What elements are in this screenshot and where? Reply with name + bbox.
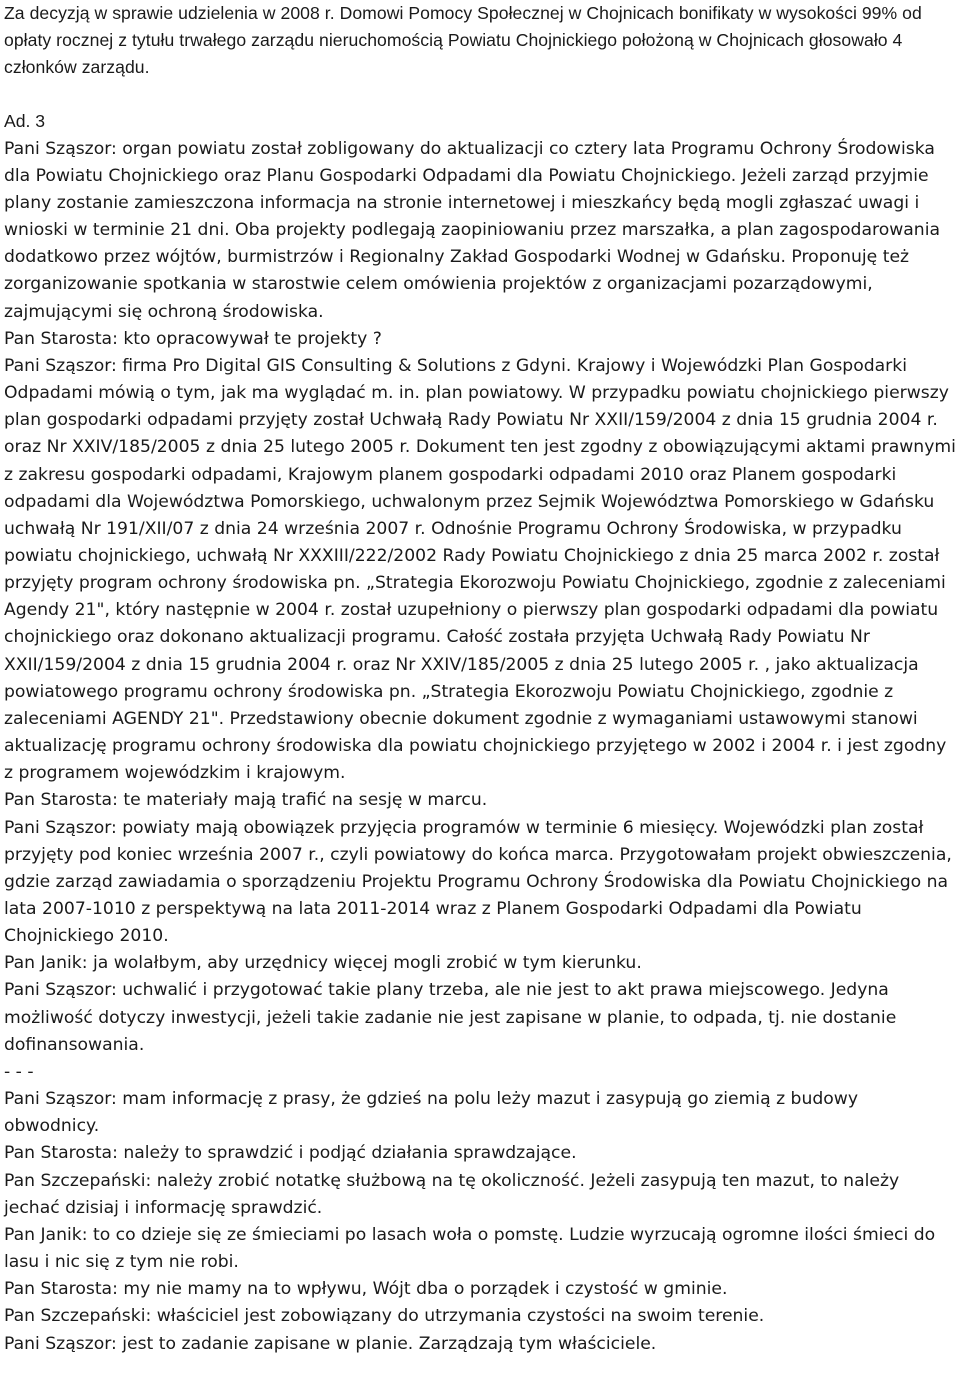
paragraph: Pani Sząszor: jest to zadanie zapisane w planie. Zarządzają tym właściciele. <box>4 1333 657 1354</box>
paragraph: Pan Janik: ja wolałbym, aby urzędnicy więcej mogli zrobić w tym kierunku. <box>4 953 642 974</box>
spacer <box>4 81 956 108</box>
paragraph: Pan Starosta: należy to sprawdzić i podjąć działania sprawdzające. <box>4 1143 577 1164</box>
section-heading-ad3: Ad. 3 <box>4 111 46 132</box>
paragraph: Pan Starosta: kto opracowywał te projekty ? <box>4 328 382 349</box>
paragraph: Pani Sząszor: uchwalić i przygotować takie plany trzeba, ale nie jest to akt prawa miejscowego. Jedyna możliwość dotyczy inwestycji, jeżeli takie zadanie nie jest zapisane w planie, to odpada, tj. nie dostanie dofinansowania. <box>4 980 897 1055</box>
paragraph: Pani Sząszor: powiaty mają obowiązek przyjęcia programów w terminie 6 miesięcy. Wojewódzki plan został przyjęty pod koniec września 2007 r., czyli powiatowy do końca marca. Przygotowałam projekt obwieszczenia, gdzie zarząd zawiadamia o sporządzeniu Projektu Programu Ochrony Środowiska dla Powiatu Chojnickiego na lata 2007-1010 z perspektywą na lata 2011-2014 wraz z Planem Gospodarki Odpadami dla Powiatu Chojnickiego 2010. <box>4 817 952 947</box>
section-ad3-body <box>4 136 956 1358</box>
paragraph: Pani Sząszor: firma Pro Digital GIS Consulting & Solutions z Gdyni. Krajowy i Wojewódzki Plan Gospodarki Odpadami mówią o tym, jak ma wyglądać m. in. plan powiatowy. W przypadku powiatu chojnickiego pierwszy plan gospodarki odpadami przyjęty został Uchwałą Rady Powiatu Nr XXII/159/2004 z dnia 15 grudnia 2004 r. oraz Nr XXIV/185/2005 z dnia 25 lutego 2005 r. Dokument ten jest zgodny z obowiązującymi aktami prawnymi z zakresu gospodarki odpadami, Krajowym planem gospodarki odpadami 2010 oraz Planem gospodarki odpadami dla Województwa Pomorskiego, uchwalonym przez Sejmik Województwa Pomorskiego w Gdańsku uchwałą Nr 191/XII/07 z dnia 24 września 2007 r. Odnośnie Programu Ochrony Środowiska, w przypadku powiatu chojnickiego, uchwałą Nr XXXIII/222/2002 Rady Powiatu Chojnickiego z dnia 25 marca 2002 r. został przyjęty program ochrony środowiska pn. „Strategia Ekorozwoju Powiatu Chojnickiego, zgodnie z zaleceniami Agendy 21", który następnie w 2004 r. został uzupełniony o pierwszy plan gospodarki odpadami dla powiatu chojnickiego oraz dokonano aktualizacji programu. Całość została przyjęta Uchwałą Rady Powiatu Nr XXII/159/2004 z dnia 15 grudnia 2004 r. oraz Nr XXIV/185/2005 z dnia 25 lutego 2005 r. , jako aktualizacja powiatowego programu ochrony środowiska pn. „Strategia Ekorozwoju Powiatu Chojnickiego, zgodnie z zaleceniami AGENDY 21". Przedstawiony obecnie dokument zgodnie z wymaganiami ustawowymi stanowi aktualizację programu ochrony środowiska dla powiatu chojnickiego przyjętego w 2002 i 2004 r. i jest zgodny z programem wojewódzkim i krajowym. <box>4 355 956 784</box>
paragraph: Pani Sząszor: organ powiatu został zobligowany do aktualizacji co cztery lata Programu Ochrony Środowiska dla Powiatu Chojnickiego oraz Planu Gospodarki Odpadami dla Powiatu Chojnickiego. Jeżeli zarząd przyjmie plany zostanie zamieszczona informacja na stronie internetowej i mieszkańcy będą mogli zgłaszać uwagi i wnioski w terminie 21 dni. Oba projekty podlegają zaopiniowaniu przez marszałka, a plan zagospodarowania dodatkowo przez wójtów, burmistrzów i Regionalny Zakład Gospodarki Wodnej w Gdańsku. Proponuję też zorganizowanie spotkania w starostwie celem omówienia projektów z organizacjami pozarządowymi, zajmującymi się ochroną środowiska. <box>4 138 940 322</box>
paragraph: Pan Szczepański: należy zrobić notatkę służbową na tę okoliczność. Jeżeli zasypują ten mazut, to należy jechać dzisiaj i informację sprawdzić. <box>4 1170 900 1218</box>
paragraph: Pan Starosta: te materiały mają trafić na sesję w marcu. <box>4 790 488 811</box>
paragraph: Pan Starosta: my nie mamy na to wpływu, Wójt dba o porządek i czystość w gminie. <box>4 1279 728 1300</box>
paragraph: Pani Sząszor: mam informację z prasy, że gdzieś na polu leży mazut i zasypują go ziemią z budowy obwodnicy. <box>4 1089 859 1137</box>
intro-paragraph: Za decyzją w sprawie udzielenia w 2008 r. Domowi Pomocy Społecznej w Chojnicach bonifikaty w wysokości 99% od opłaty rocznej z tytułu trwałego zarządu nieruchomością Powiatu Chojnickiego położoną w Chojnicach głosowało 4 członków zarządu. <box>4 3 922 78</box>
paragraph: Pan Szczepański: właściciel jest zobowiązany do utrzymania czystości na swoim terenie. <box>4 1306 765 1327</box>
separator-dashes: - - - <box>4 1061 34 1082</box>
paragraph: Pan Janik: to co dzieje się ze śmieciami po lasach woła o pomstę. Ludzie wyrzucają ogromne ilości śmieci do lasu i nic się z tym nie robi. <box>4 1224 936 1273</box>
